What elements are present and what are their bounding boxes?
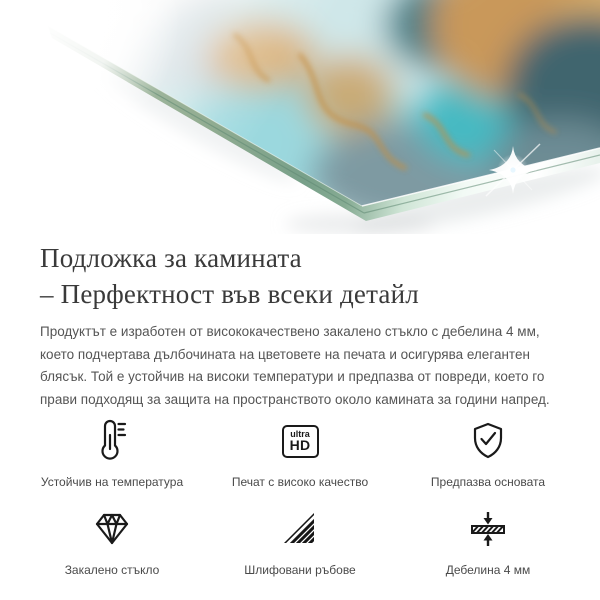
feature-thickness bbox=[394, 505, 582, 577]
description-section bbox=[0, 234, 600, 411]
page-title bbox=[40, 240, 560, 312]
ultra-hd-badge-bottom: HD bbox=[289, 437, 311, 453]
page-title-line1: Подложка за камината bbox=[40, 243, 302, 273]
product-image bbox=[0, 0, 600, 234]
feature-base-protection bbox=[394, 417, 582, 489]
feature-label: Устойчив на температура bbox=[40, 475, 184, 489]
thickness-icon bbox=[470, 505, 506, 553]
glass-panel-illustration bbox=[0, 0, 600, 234]
polished-edges-icon bbox=[282, 505, 318, 553]
feature-label: Дебелина 4 мм bbox=[445, 563, 531, 577]
feature-temperature bbox=[18, 417, 206, 489]
feature-label: Предпазва основата bbox=[430, 475, 546, 489]
corner-fade bbox=[0, 0, 260, 150]
feature-grid bbox=[0, 417, 600, 577]
thermometer-icon bbox=[97, 417, 127, 465]
ultra-hd-icon bbox=[282, 417, 319, 465]
feature-label: Шлифовани ръбове bbox=[244, 563, 356, 577]
shield-check-icon bbox=[470, 417, 506, 465]
feature-tempered-glass bbox=[18, 505, 206, 577]
product-description-text: Продуктът е изработен от висококачествено закалено стъкло с дебелина 4 мм, което подчертава дълбочината на цветовете на печата и осигурява елегантен блясък. Той е устойчив на високи температури и предпазва от повреди, което го прави подходящ за защита на пространството около камината за години напред. bbox=[40, 324, 550, 407]
ultra-hd-badge-top: ultra bbox=[290, 429, 310, 439]
feature-print-quality bbox=[206, 417, 394, 489]
feature-label: Печат с високо качество bbox=[231, 475, 369, 489]
feature-polished-edges bbox=[206, 505, 394, 577]
page-title-line2: – Перфектност във всеки детайл bbox=[40, 279, 419, 309]
feature-label: Закалено стъкло bbox=[64, 563, 160, 577]
diamond-icon bbox=[94, 505, 130, 553]
